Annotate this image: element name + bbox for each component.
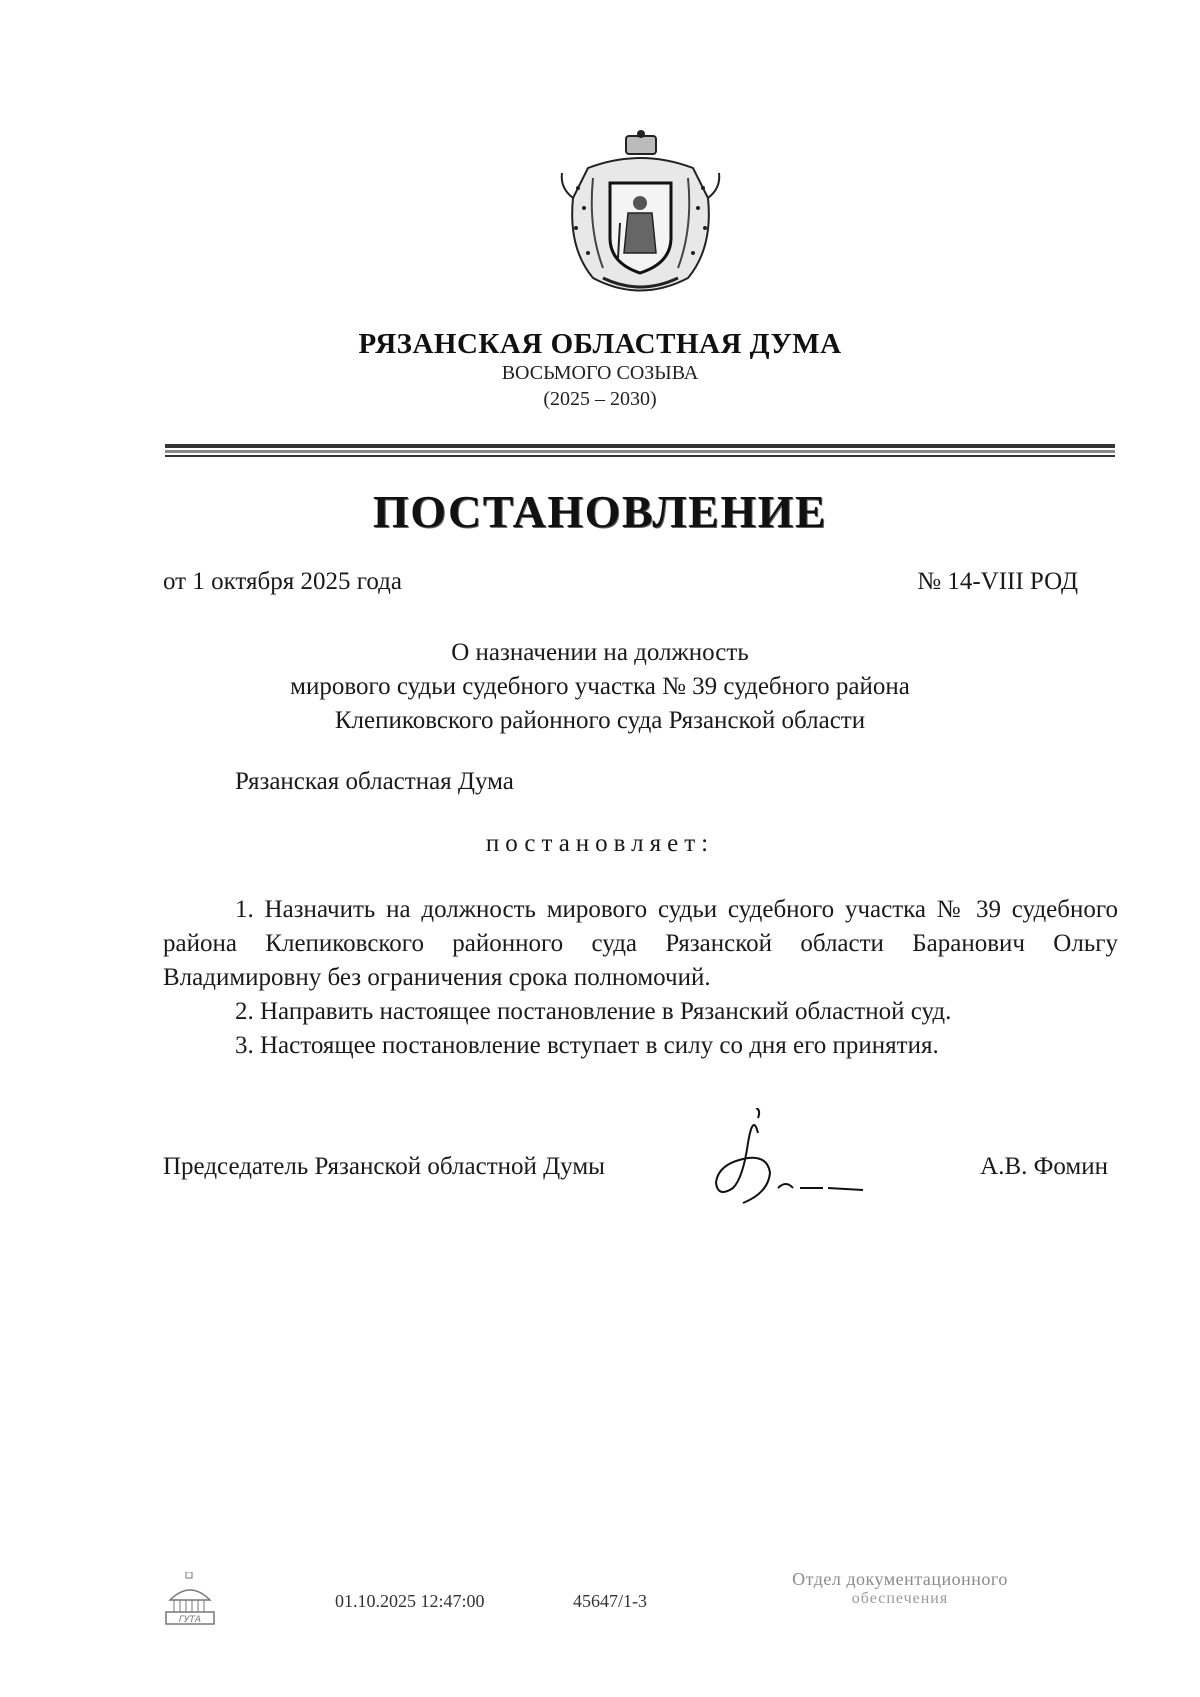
logo-text: ГУТА: [178, 1615, 202, 1625]
signer-position: Председатель Рязанской областной Думы: [163, 1153, 605, 1180]
department-stamp: Отдел документационного: [792, 1569, 1008, 1589]
resolves-heading: постановляет:: [485, 830, 715, 857]
organization-name: РЯЗАНСКАЯ ОБЛАСТНАЯ ДУМА: [358, 328, 842, 360]
department-stamp: обеспечения: [851, 1590, 949, 1607]
signer-name: А.В. Фомин: [980, 1153, 1108, 1180]
subject-line: О назначении на должность: [451, 639, 749, 666]
document-date: от 1 октября 2025 года: [163, 568, 402, 595]
document-type: ПОСТАНОВЛЕНИЕ: [372, 486, 828, 537]
document-number: № 14-VIII РОД: [917, 568, 1078, 595]
resolution-item: 3. Настоящее постановление вступает в силу со дня его принятия.: [235, 1032, 939, 1059]
resolution-item: 1. Назначить на должность мирового судьи судебного участка № 39 судебного района Клепиковского районного суда Рязанской области Баранович Ольгу Владимировну без ограничения срока полномочий.: [163, 896, 1118, 991]
coat-of-arms-icon: [548, 128, 733, 303]
subject-line: Клепиковского районного суда Рязанской области: [334, 707, 866, 734]
issuer: Рязанская областная Дума: [235, 768, 514, 795]
subject-line: мирового судьи судебного участка № 39 судебного района: [290, 673, 910, 700]
header-divider: [165, 444, 1115, 460]
term-years: (2025 – 2030): [543, 388, 657, 410]
duma-building-logo-icon: [160, 1572, 220, 1627]
document-subject: [0, 636, 1200, 738]
resolution-item: 2. Направить настоящее постановление в Рязанский областной суд.: [235, 998, 952, 1025]
registration-number: 45647/1-3: [573, 1591, 647, 1611]
convocation: ВОСЬМОГО СОЗЫВА: [501, 362, 699, 384]
handwritten-signature: [698, 1108, 898, 1218]
registration-datetime: 01.10.2025 12:47:00: [335, 1591, 485, 1611]
